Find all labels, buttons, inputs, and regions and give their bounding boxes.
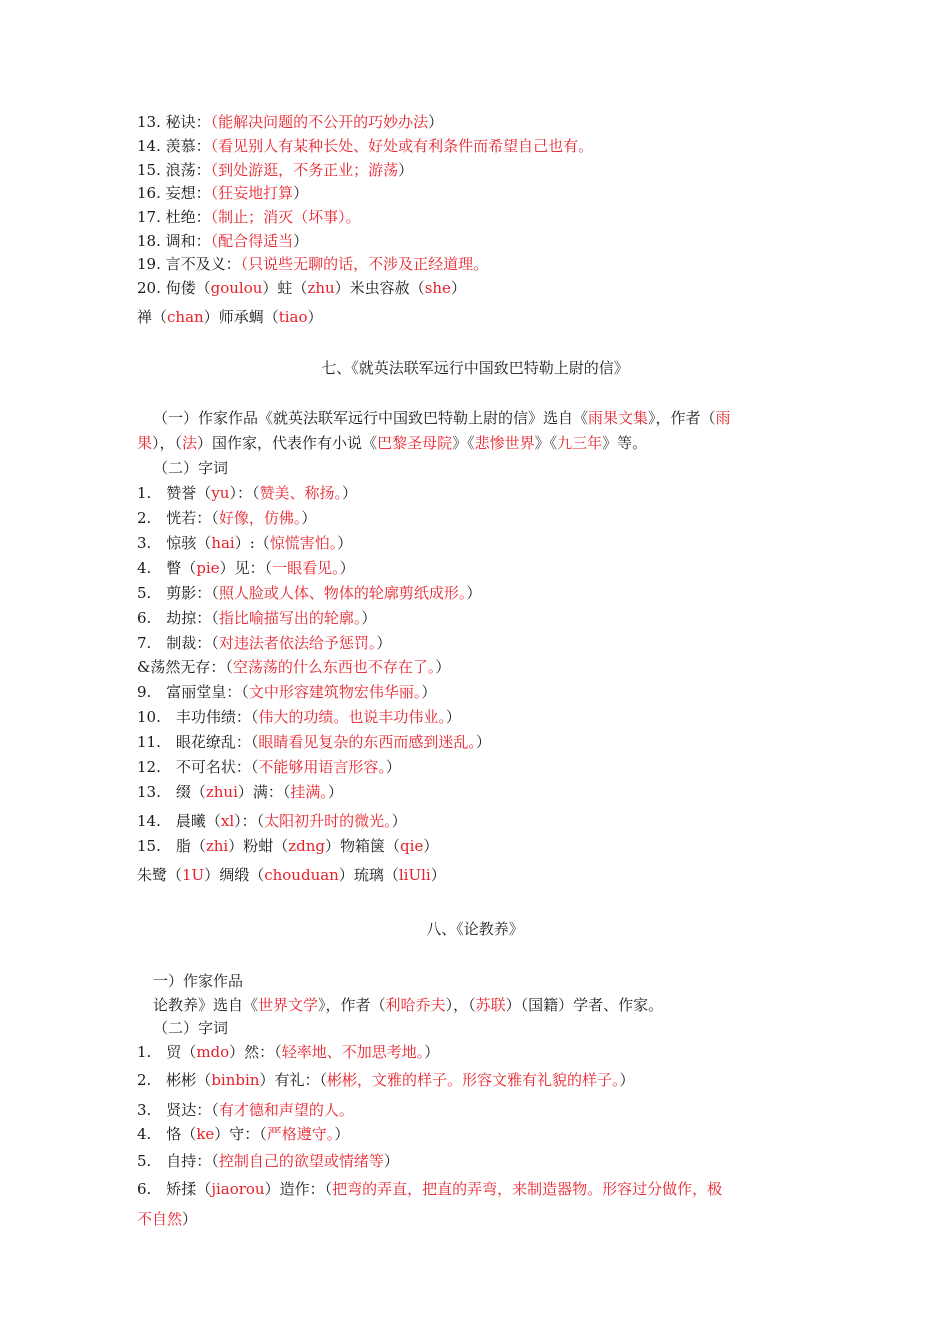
answer-text: 不能够用语言形容。 — [258, 758, 386, 776]
answer-text: 1U — [182, 866, 205, 884]
prompt-text: ），（ — [445, 996, 476, 1014]
prompt-text: 17. 杜绝： — [137, 208, 211, 226]
prompt-text: ）满：（ — [237, 783, 291, 801]
answer-text: zhi — [205, 837, 229, 855]
prompt-text: ） — [293, 184, 309, 202]
answer-text: 世界文学 — [258, 996, 319, 1014]
prompt-text: 朱鹭（ — [137, 866, 183, 884]
prompt-text: ） — [445, 708, 461, 726]
prompt-text: 7. 制裁：（ — [137, 634, 219, 652]
answer-text: 九三年 — [557, 434, 603, 452]
vocab-item — [137, 657, 450, 677]
prompt-text: 14. 晨曦（ — [137, 812, 221, 830]
prompt-text: 10. 丰功伟绩：（ — [137, 708, 259, 726]
prompt-text: &荡然无存：（ — [137, 658, 233, 676]
prompt-text: 》《 — [452, 434, 475, 452]
vocab-item — [137, 508, 316, 528]
prompt-text: 13. 缀（ — [137, 783, 206, 801]
answer-text: 雨 — [715, 409, 731, 427]
answer-text: （配合得适当 — [210, 232, 294, 250]
answer-text: tiao — [278, 308, 308, 326]
prompt-text: 2. 彬彬（ — [137, 1071, 212, 1089]
prompt-text: （二）字词 — [153, 1019, 229, 1037]
prompt-text: ）国作家，代表作有小说《 — [197, 434, 378, 452]
answer-text: 赞美、称扬。 — [259, 484, 342, 502]
section-8-intro — [153, 971, 243, 991]
vocab-item — [137, 1100, 354, 1120]
prompt-text: 》《 — [534, 434, 558, 452]
answer-text: hai — [211, 534, 235, 552]
vocab-item — [137, 483, 357, 503]
prompt-text: ） — [293, 232, 309, 250]
prompt-text: 3. 惊骇（ — [137, 534, 212, 552]
answer-text: 严格遵守。 — [266, 1125, 335, 1143]
vocab-item — [137, 112, 443, 132]
answer-text: 文中形容建筑物宏伟华丽。 — [248, 683, 422, 701]
answer-text: chouduan — [264, 866, 339, 884]
vocab-item — [137, 231, 308, 251]
prompt-text: 16. 妄想： — [137, 184, 211, 202]
prompt-text: 6. 矫揉（ — [137, 1180, 212, 1198]
answer-text: 指比喻描写出的轮廓。 — [218, 609, 362, 627]
answer-text: binbin — [211, 1071, 260, 1089]
answer-text: 控制自己的欲望或情绪等 — [218, 1152, 384, 1170]
vocab-item — [137, 207, 361, 227]
vocab-item — [137, 836, 438, 856]
prompt-text: ） — [361, 609, 377, 627]
vocab-item — [137, 1042, 439, 1062]
prompt-text: ） — [385, 758, 401, 776]
prompt-text: 5. 剪影：（ — [137, 584, 219, 602]
prompt-text: ） — [430, 866, 446, 884]
answer-text: 一眼看见。 — [272, 559, 340, 577]
answer-text: （狂妄地打算 — [210, 184, 294, 202]
vocab-item — [137, 633, 391, 653]
prompt-text: ）米虫容赦（ — [334, 279, 425, 297]
vocab-item — [137, 254, 488, 274]
prompt-text: 4. 恪（ — [137, 1125, 197, 1143]
prompt-text: 18. 调和： — [137, 232, 211, 250]
vocab-item — [137, 811, 407, 831]
prompt-text: ）（国籍）学者、作家。 — [505, 996, 664, 1014]
answer-text: 利哈乔夫 — [385, 996, 446, 1014]
answer-text: 不自然 — [137, 1210, 183, 1228]
vocab-item — [137, 183, 308, 203]
vocab-item — [137, 1151, 399, 1171]
answer-text: jiaorou — [211, 1180, 265, 1198]
section-8-intro — [153, 995, 663, 1015]
vocab-item — [137, 1070, 634, 1090]
prompt-text: 5. 自持：（ — [137, 1152, 219, 1170]
vocab-item — [137, 732, 491, 752]
prompt-text: ）师承蜩（ — [203, 308, 279, 326]
answer-text: 照人脸或人体、物体的轮廓剪纸成形。 — [218, 584, 467, 602]
vocab-item — [137, 782, 343, 802]
vocab-item — [137, 682, 436, 702]
prompt-text: 15. 浪荡： — [137, 161, 211, 179]
answer-text: 轻率地、不加思考地。 — [281, 1043, 425, 1061]
prompt-text: ）见：（ — [219, 559, 273, 577]
vocab-item — [137, 558, 355, 578]
answer-text: 惊慌害怕。 — [269, 534, 338, 552]
answer-text: （能解决问题的不公开的巧妙办法 — [210, 113, 429, 131]
answer-text: zhu — [307, 279, 335, 297]
prompt-text: ） — [450, 279, 466, 297]
prompt-text: ）绸缎（ — [204, 866, 265, 884]
prompt-text: 19. 言不及义： — [137, 255, 241, 273]
answer-text: 苏联 — [475, 996, 506, 1014]
prompt-text: 》等。 — [602, 434, 648, 452]
answer-text: ke — [196, 1125, 215, 1143]
answer-text: pie — [196, 559, 220, 577]
section-7-intro — [137, 433, 647, 453]
prompt-text: （二）字词 — [153, 459, 229, 477]
prompt-text: ） — [466, 584, 482, 602]
answer-text: 有才德和声望的人。 — [218, 1101, 354, 1119]
vocab-item — [137, 757, 401, 777]
vocab-item — [137, 707, 461, 727]
prompt-text: ） — [391, 812, 407, 830]
prompt-text: 6. 劫掠：（ — [137, 609, 219, 627]
vocab-item — [137, 1124, 349, 1144]
answer-text: 雨果文集 — [588, 409, 649, 427]
answer-text: 太阳初升时的微光。 — [264, 812, 392, 830]
prompt-text: 2. 恍若：（ — [137, 509, 219, 527]
answer-text: （到处游逛，不务正业；游荡 — [210, 161, 399, 179]
section-7-subheading — [153, 458, 228, 478]
prompt-text: 一）作家作品 — [153, 972, 244, 990]
prompt-text: 20. 佝偻（ — [137, 279, 211, 297]
prompt-text: 1. 贸（ — [137, 1043, 197, 1061]
prompt-text: 11. 眼花缭乱：（ — [137, 733, 259, 751]
answer-text: 眼睛看见复杂的东西而感到迷乱。 — [258, 733, 476, 751]
prompt-text: 》，作者（ — [318, 996, 386, 1014]
answer-text: 果 — [137, 434, 153, 452]
vocab-item — [137, 583, 481, 603]
answer-text: 彬彬，文雅的样子。形容文雅有礼貌的样子。 — [326, 1071, 620, 1089]
prompt-text: ） — [428, 113, 444, 131]
prompt-text: ）有礼：（ — [259, 1071, 327, 1089]
prompt-text: ） — [435, 658, 451, 676]
prompt-text: ），（ — [152, 434, 183, 452]
prompt-text: 论教养》选自《 — [153, 996, 259, 1014]
vocab-item — [137, 865, 446, 885]
prompt-text: ）物箱箧（ — [325, 837, 401, 855]
prompt-text: ）蛀（ — [262, 279, 308, 297]
vocab-item — [137, 278, 466, 298]
answer-text: xl — [220, 812, 235, 830]
answer-text: （制止；消灭（坏事）。 — [210, 208, 361, 226]
answer-text: zdng — [288, 837, 326, 855]
answer-text: mdo — [196, 1043, 230, 1061]
prompt-text: ）：（ — [234, 812, 265, 830]
prompt-text: ） — [327, 783, 343, 801]
prompt-text: ） — [475, 733, 491, 751]
answer-text: chan — [167, 308, 204, 326]
answer-text: yu — [211, 484, 230, 502]
answer-text: 把弯的弄直，把直的弄弯，来制造器物。形容过分做作，极 — [332, 1180, 723, 1198]
section-7-title: 七、《就英法联军远行中国致巴特勒上尉的信》 — [321, 359, 629, 377]
prompt-text: ） — [383, 1152, 399, 1170]
prompt-text: ） — [301, 509, 317, 527]
prompt-text: 4. 瞥（ — [137, 559, 197, 577]
prompt-text: 14. 羡慕： — [137, 137, 211, 155]
prompt-text: ） — [339, 559, 355, 577]
answer-text: 好像，仿佛。 — [218, 509, 302, 527]
vocab-item — [137, 608, 376, 628]
answer-text: qie — [400, 837, 424, 855]
prompt-text: 12. 不可名状：（ — [137, 758, 259, 776]
prompt-text: ）:（ — [234, 534, 270, 552]
prompt-text: ）琉璃（ — [338, 866, 399, 884]
vocab-item — [137, 533, 352, 553]
prompt-text: 》，作者（ — [648, 409, 716, 427]
prompt-text: ） — [424, 1043, 440, 1061]
answer-text: liUli — [398, 866, 431, 884]
prompt-text: 禅（ — [137, 308, 168, 326]
prompt-text: ） — [376, 634, 392, 652]
prompt-text: 3. 贤达：（ — [137, 1101, 219, 1119]
prompt-text: （一）作家作品《就英法联军远行中国致巴特勒上尉的信》选自《 — [153, 409, 589, 427]
prompt-text: 13. 秘诀： — [137, 113, 211, 131]
prompt-text: ） — [337, 534, 353, 552]
prompt-text: ）粉蚶（ — [228, 837, 289, 855]
prompt-text: ） — [423, 837, 439, 855]
answer-text: zhui — [205, 783, 238, 801]
prompt-text: ） — [398, 161, 414, 179]
prompt-text: 1. 赞誉（ — [137, 484, 212, 502]
vocab-item — [137, 307, 323, 327]
section-8-title: 八、《论教养》 — [426, 920, 524, 938]
prompt-text: ）然：（ — [229, 1043, 282, 1061]
prompt-text: 9. 富丽堂皇：（ — [137, 683, 249, 701]
prompt-text: 15. 脂（ — [137, 837, 206, 855]
answer-text: 法 — [182, 434, 198, 452]
prompt-text: ） — [341, 484, 357, 502]
prompt-text: ） — [619, 1071, 635, 1089]
answer-text: she — [424, 279, 451, 297]
vocab-item — [137, 1209, 197, 1229]
answer-text: 伟大的功绩。也说丰功伟业。 — [258, 708, 446, 726]
prompt-text: ） — [334, 1125, 350, 1143]
answer-text: goulou — [210, 279, 263, 297]
prompt-text: ）造作：（ — [264, 1180, 333, 1198]
section-7-intro — [153, 408, 731, 428]
answer-text: 悲惨世界 — [474, 434, 535, 452]
answer-text: （只说些无聊的话，不涉及正经道理。 — [240, 255, 489, 273]
prompt-text: ） — [307, 308, 323, 326]
vocab-item — [137, 160, 413, 180]
answer-text: （看见别人有某种长处、好处或有利条件而希望自己也有。 — [210, 137, 594, 155]
prompt-text: ）：（ — [229, 484, 260, 502]
vocab-item — [137, 1179, 722, 1199]
answer-text: 挂满。 — [290, 783, 328, 801]
answer-text: 空荡荡的什么东西也不存在了。 — [232, 658, 436, 676]
prompt-text: ） — [182, 1210, 198, 1228]
answer-text: 对违法者依法给予惩罚。 — [218, 634, 377, 652]
section-8-subheading — [153, 1018, 228, 1038]
prompt-text: ） — [421, 683, 437, 701]
vocab-item — [137, 136, 593, 156]
answer-text: 巴黎圣母院 — [377, 434, 453, 452]
prompt-text: ）守：（ — [214, 1125, 267, 1143]
